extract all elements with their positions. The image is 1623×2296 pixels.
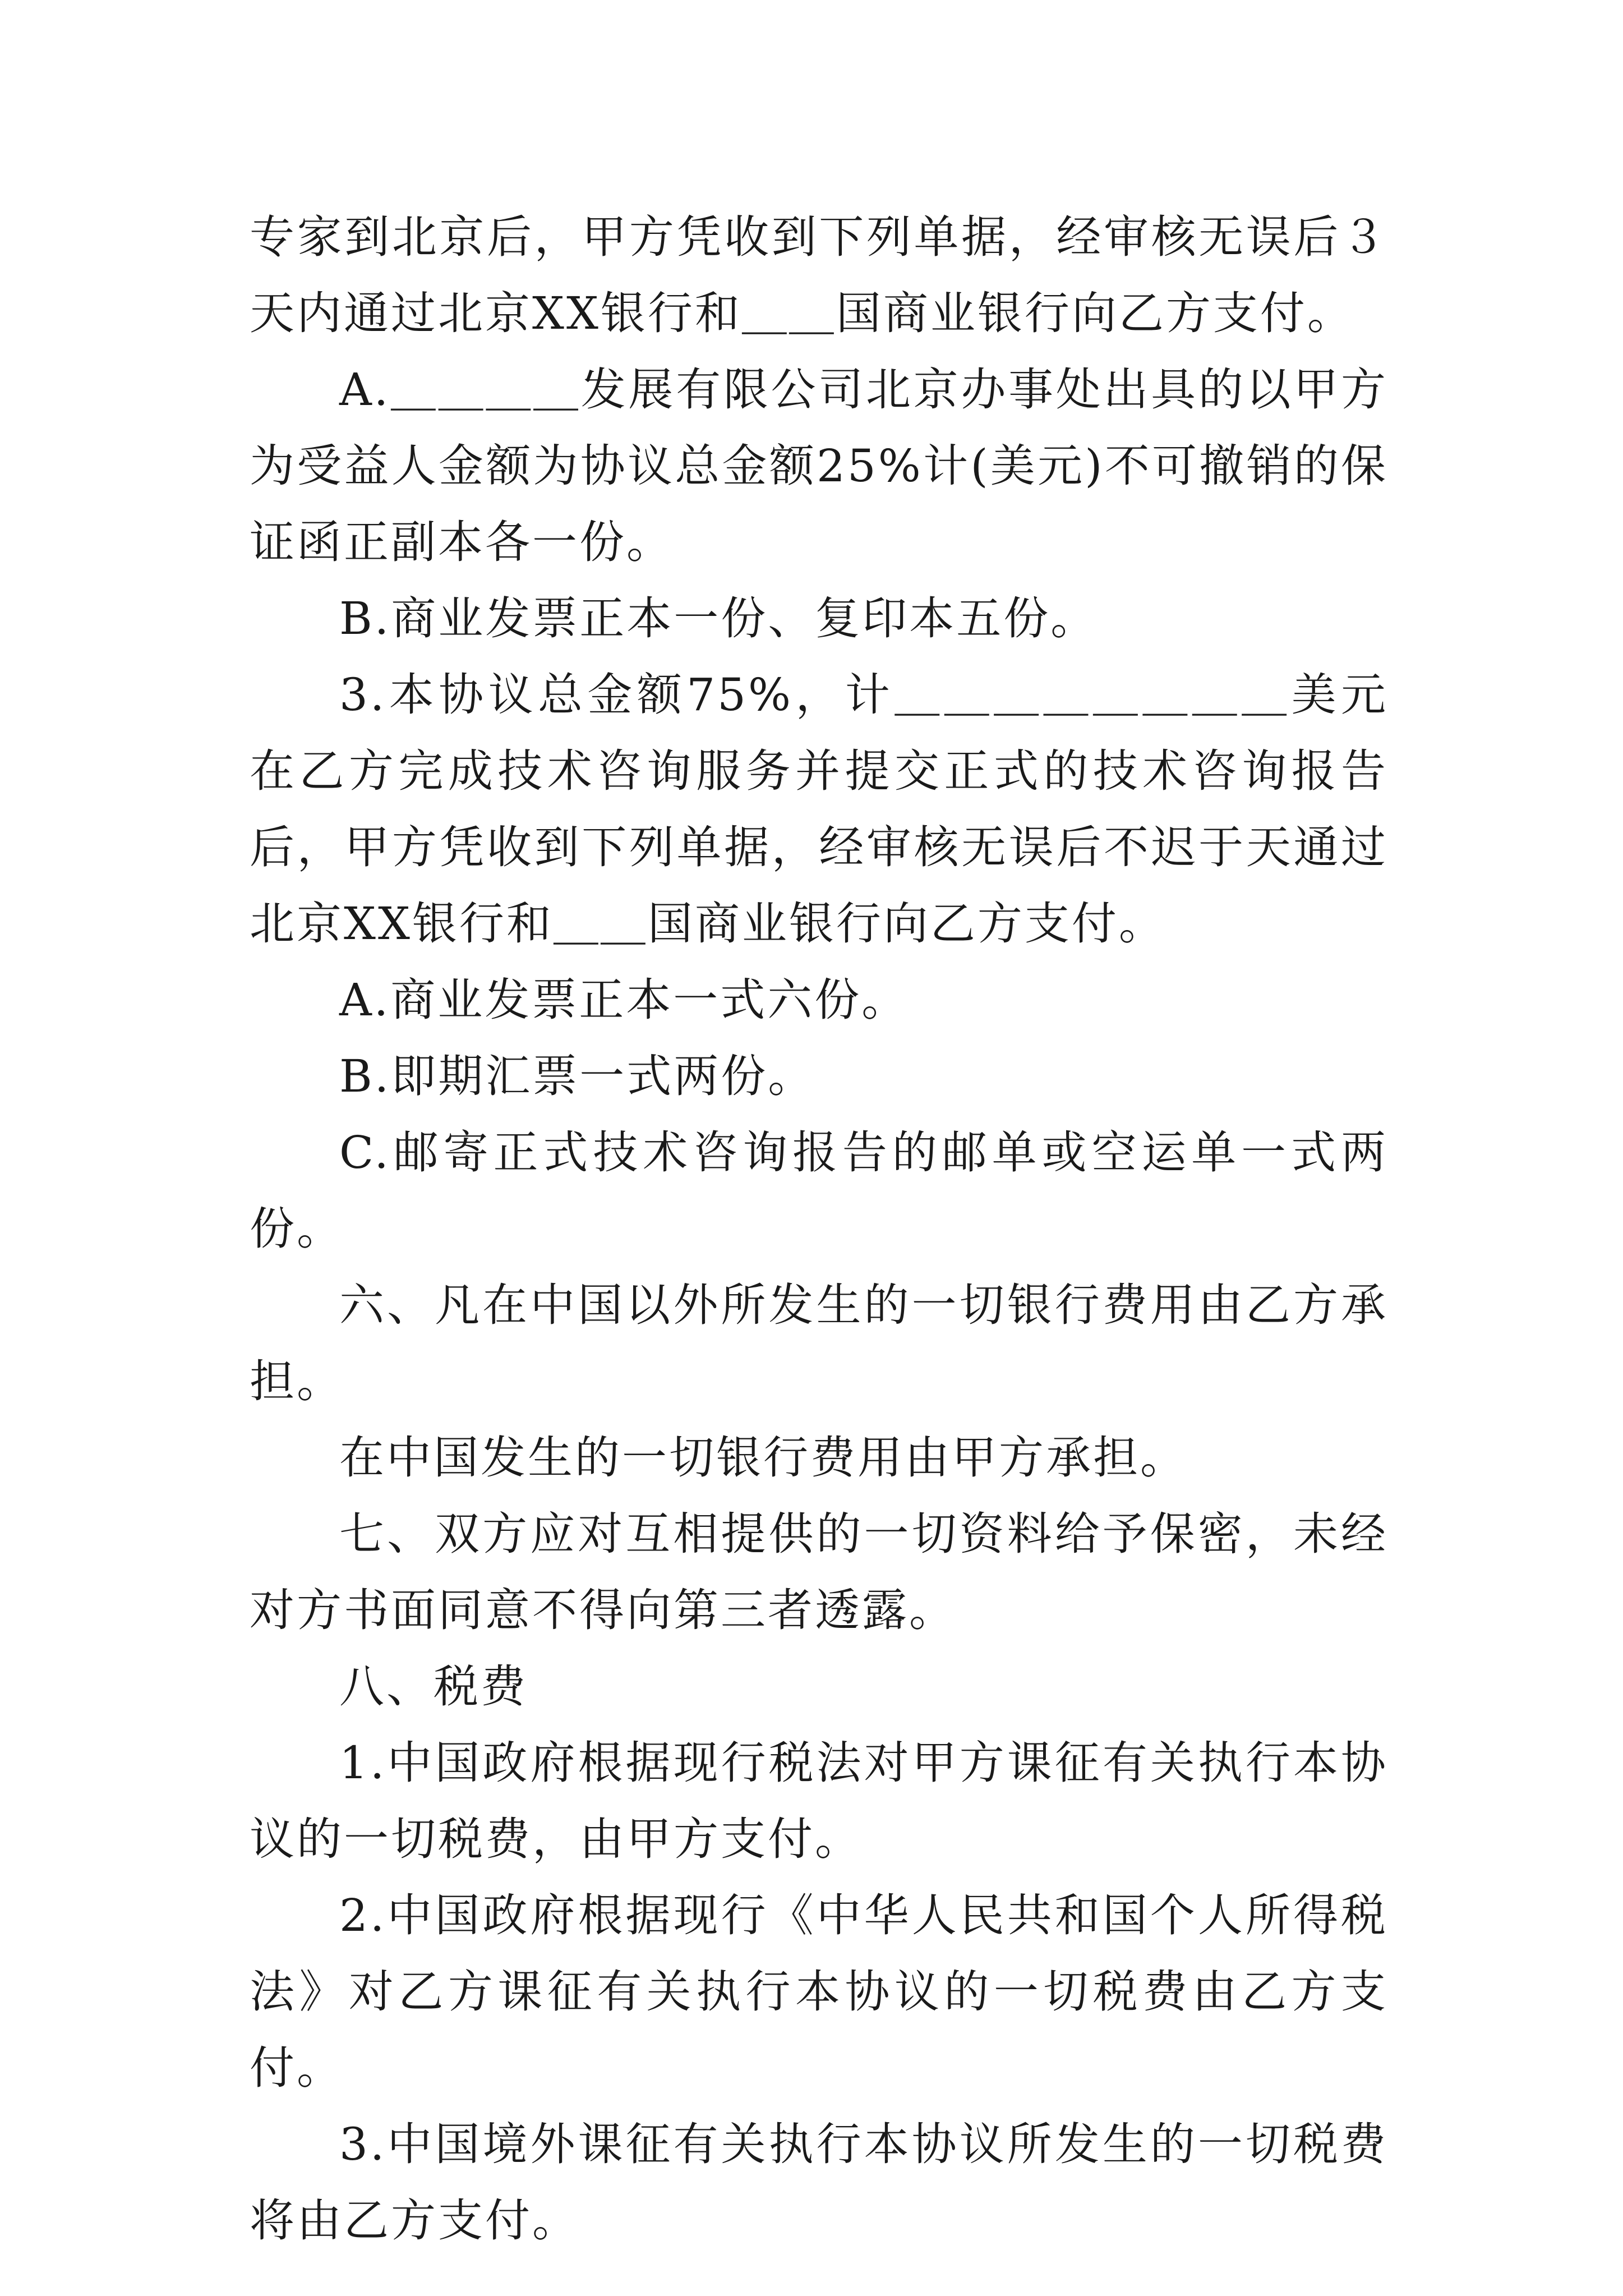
paragraph-tax-party-b: 2.中国政府根据现行《中华人民共和国个人所得税法》对乙方课征有关执行本协议的一切税费由乙方支付。 xyxy=(250,1889,1388,2094)
paragraph-confidentiality: 七、双方应对互相提供的一切资料给予保密，未经对方书面同意不得向第三者透露。 xyxy=(250,1508,1388,1636)
section-heading-taxes: 八、税费 xyxy=(339,1660,528,1713)
paragraph-commercial-invoice-copies: B.商业发票正本一份、复印本五份。 xyxy=(339,592,1098,645)
paragraph-guarantee-letter: A.＿＿＿＿发展有限公司北京办事处出具的以甲方为受益人金额为协议总金额25%计(美元)不可撤销的保证函正副本各一份。 xyxy=(250,364,1388,568)
paragraph-foreign-bank-fees: 六、凡在中国以外所发生的一切银行费用由乙方承担。 xyxy=(250,1279,1388,1407)
paragraph-tax-overseas: 3.中国境外课征有关执行本协议所发生的一切税费将由乙方支付。 xyxy=(250,2118,1388,2247)
paragraph-payment-intro: 专家到北京后，甲方凭收到下列单据，经审核无误后３天内通过北京XX银行和＿＿国商业银行向乙方支付。 xyxy=(250,211,1388,339)
paragraph-invoice-six: A.商业发票正本一式六份。 xyxy=(339,974,909,1026)
document-body xyxy=(250,199,1388,2259)
paragraph-remaining-payment: 3.本协议总金额75%，计＿＿＿＿＿＿＿＿美元在乙方完成技术咨询服务并提交正式的技术咨询报告后，甲方凭收到下列单据，经审核无误后不迟于天通过北京XX银行和＿＿国商业银行向乙方支付。 xyxy=(250,669,1388,950)
paragraph-tax-party-a: 1.中国政府根据现行税法对甲方课征有关执行本协议的一切税费，由甲方支付。 xyxy=(250,1737,1388,1865)
paragraph-mail-receipt: C.邮寄正式技术咨询报告的邮单或空运单一式两份。 xyxy=(250,1126,1388,1255)
paragraph-sight-draft: B.即期汇票一式两份。 xyxy=(339,1050,815,1102)
paragraph-domestic-bank-fees: 在中国发生的一切银行费用由甲方承担。 xyxy=(339,1432,1187,1484)
